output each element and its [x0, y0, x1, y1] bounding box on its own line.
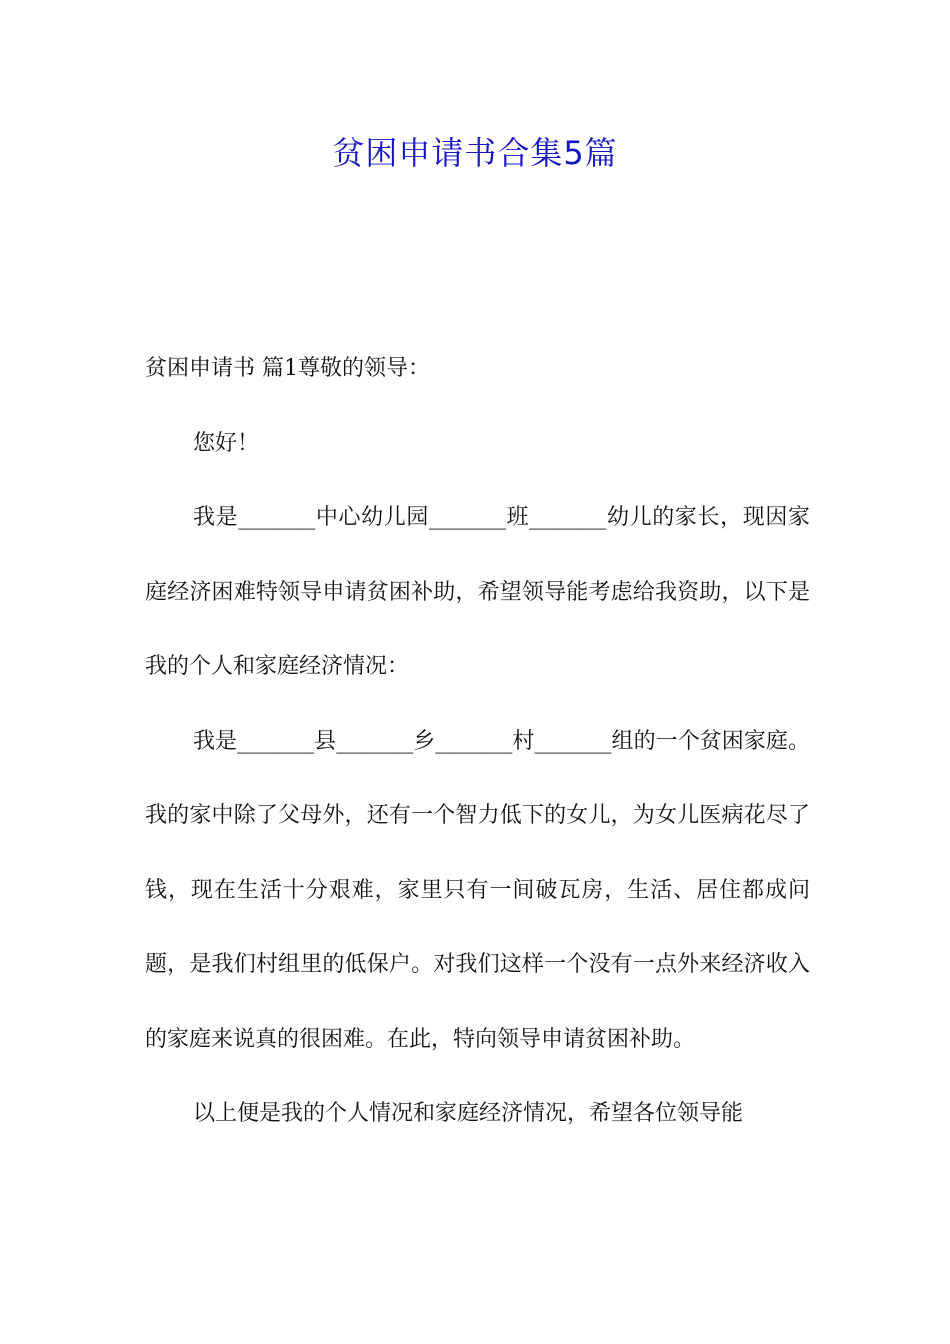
intro-paragraph: 我是_______中心幼儿园_______班_______幼儿的家长，现因家庭经济困难特领导申请贫困补助，希望领导能考虑给我资助，以下是我的个人和家庭经济情况： — [145, 505, 810, 679]
situation-paragraph: 我是_______县_______乡_______村_______组的一个贫困家庭。我的家中除了父母外，还有一个智力低下的女儿，为女儿医病花尽了钱，现在生活十分艰难，家里只有一间破瓦房，生活、居住都成问题，是我们村组里的低保户。对我们这样一个没有一点外来经济收入的家庭来说真的很困难。在此，特向领导申请贫困补助。 — [145, 728, 810, 1052]
closing-paragraph: 以上便是我的个人情况和家庭经济情况，希望各位领导能 — [193, 1101, 744, 1126]
greeting-paragraph: 您好！ — [193, 430, 260, 456]
document-body — [145, 332, 810, 1152]
salutation-paragraph: 贫困申请书 篇1尊敬的领导： — [145, 356, 430, 381]
document-title: 贫困申请书合集5篇 — [332, 134, 618, 172]
